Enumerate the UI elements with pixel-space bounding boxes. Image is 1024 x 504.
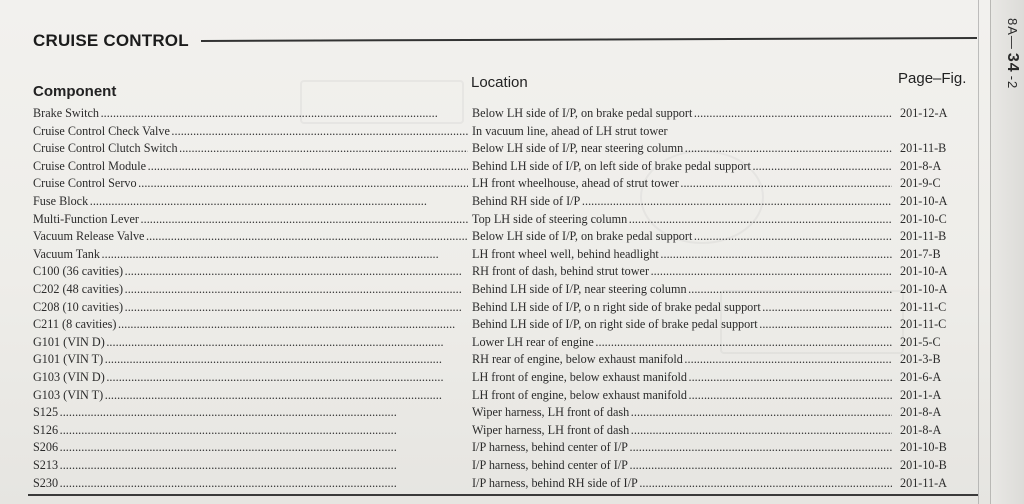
page-figure-ref: 201-7-B [900, 246, 941, 261]
component-location: LH front of engine, below exhaust manifold . . . [472, 386, 892, 404]
table-row [0, 210, 990, 228]
component-location: Top LH side of steering column . . . [472, 210, 892, 228]
table-row [0, 262, 990, 280]
table-row [0, 192, 990, 210]
section-title: CRUISE CONTROL [33, 31, 189, 50]
component-name: Vacuum Release Valve . . . [33, 227, 468, 245]
component-name: Cruise Control Servo . . . [33, 174, 468, 192]
page-figure-ref: 201-6-A [900, 370, 942, 384]
table-row [0, 245, 990, 263]
component-name: C211 (8 cavities) . . . [33, 315, 468, 333]
component-location: Below LH side of I/P, on brake pedal support . . . [472, 227, 892, 245]
component-name: Cruise Control Clutch Switch . . . [33, 139, 468, 157]
table-row [0, 333, 990, 351]
table-row [0, 280, 990, 298]
component-name: Brake Switch . . . [33, 104, 468, 122]
table-row [0, 403, 990, 421]
bottom-rule [28, 494, 978, 496]
page-figure-ref: 201-11-C [900, 299, 947, 314]
component-name: S213 . . . [33, 456, 468, 474]
component-location: Behind LH side of I/P, o n right side of brake pedal support . . . [472, 298, 892, 316]
table-row [0, 421, 990, 439]
page-suffix: 2 [1005, 81, 1020, 90]
component-location: Behind LH side of I/P, on right side of brake pedal support . . . [472, 315, 892, 333]
component-name: C100 (36 cavities) . . . [33, 262, 468, 280]
page-number: 34 [1004, 52, 1021, 73]
table-row [0, 315, 990, 333]
page-figure-ref: 201-11-C [900, 317, 947, 332]
table-row [0, 368, 990, 386]
page-figure-ref: 201-12-A [900, 106, 948, 120]
table-row [0, 174, 990, 192]
component-location: Behind LH side of I/P, near steering column . . . [472, 280, 892, 298]
page-edge [978, 0, 979, 504]
component-location: I/P harness, behind center of I/P . . . [472, 438, 892, 456]
component-location: LH front of engine, below exhaust manifold . . . [472, 368, 892, 386]
page-figure-ref: 201-10-A [900, 264, 948, 279]
table-row [0, 438, 990, 456]
page-figure-ref: 201-11-B [900, 141, 947, 156]
component-name: S230 . . . [33, 474, 468, 492]
table-row [0, 139, 990, 157]
component-location: RH rear of engine, below exhaust manifold . . . [472, 350, 892, 368]
table-row [0, 456, 990, 474]
page-figure-ref: 201-8-A [900, 158, 942, 173]
component-location: Below LH side of I/P, near steering column . . . [472, 139, 892, 157]
page-figure-ref: 201-8-A [900, 422, 942, 437]
page-figure-ref: 201-11-B [900, 229, 947, 244]
component-location: In vacuum line, ahead of LH strut tower [472, 123, 668, 138]
component-name: C202 (48 cavities) . . . [33, 280, 468, 298]
component-location: Wiper harness, LH front of dash . . . [472, 403, 892, 421]
component-name: Multi-Function Lever . . . [33, 210, 468, 228]
component-name: G101 (VIN T) . . . [33, 350, 468, 368]
table-row [0, 122, 990, 140]
table-row [0, 386, 990, 404]
component-location: I/P harness, behind RH side of I/P . . . [472, 474, 892, 492]
page-figure-ref: 201-1-A [900, 387, 942, 402]
component-location: RH front of dash, behind strut tower . . . [472, 262, 892, 280]
page-figure-ref: 201-10-A [900, 282, 948, 296]
table-row [0, 350, 990, 368]
page-figure-ref: 201-8-A [900, 405, 942, 420]
component-name: G103 (VIN D) . . . [33, 368, 468, 386]
page-figure-ref: 201-11-A [900, 475, 947, 490]
component-header: Component [33, 83, 117, 100]
table-row [0, 104, 990, 122]
component-name: S206 . . . [33, 438, 468, 456]
page-figure-ref: 201-10-B [900, 440, 947, 455]
page-figure-ref: 201-10-B [900, 458, 947, 472]
page-number-tag: 8A—34-2 [1004, 18, 1021, 90]
page-figure-ref: 201-10-C [900, 211, 947, 226]
table-row [0, 298, 990, 316]
component-name: Cruise Control Check Valve . . . [33, 122, 468, 140]
component-location: Behind RH side of I/P . . . [472, 192, 892, 210]
component-name: Cruise Control Module . . . [33, 157, 468, 175]
component-name: Fuse Block . . . [33, 192, 468, 210]
component-name: C208 (10 cavities) . . . [33, 298, 468, 316]
table-row [0, 227, 990, 245]
component-name: Vacuum Tank . . . [33, 245, 468, 263]
table-row [0, 157, 990, 175]
page-figure-ref: 201-5-C [900, 334, 941, 349]
page-figure-ref: 201-10-A [900, 194, 948, 208]
page-figure-ref: 201-9-C [900, 176, 941, 191]
component-name: S126 . . . [33, 421, 468, 439]
table-row [0, 474, 990, 492]
component-location: Below LH side of I/P, on brake pedal support . . . [472, 104, 892, 122]
component-location: Wiper harness, LH front of dash . . . [472, 421, 892, 439]
component-name: S125 . . . [33, 403, 468, 421]
component-location: I/P harness, behind center of I/P . . . [472, 456, 892, 474]
page-fig-header: Page–Fig. [898, 70, 967, 87]
component-location: Lower LH rear of engine . . . [472, 333, 892, 351]
page-prefix: 8A [1005, 18, 1020, 36]
component-name: G103 (VIN T) . . . [33, 386, 468, 404]
component-location: LH front wheelhouse, ahead of strut tower . . . [472, 174, 892, 192]
component-name: G101 (VIN D) . . . [33, 333, 468, 351]
component-location: LH front wheel well, behind headlight . . . [472, 245, 892, 263]
page-figure-ref: 201-3-B [900, 352, 941, 367]
component-location: Behind LH side of I/P, on left side of brake pedal support . . . [472, 157, 892, 175]
location-header: Location [471, 74, 528, 91]
